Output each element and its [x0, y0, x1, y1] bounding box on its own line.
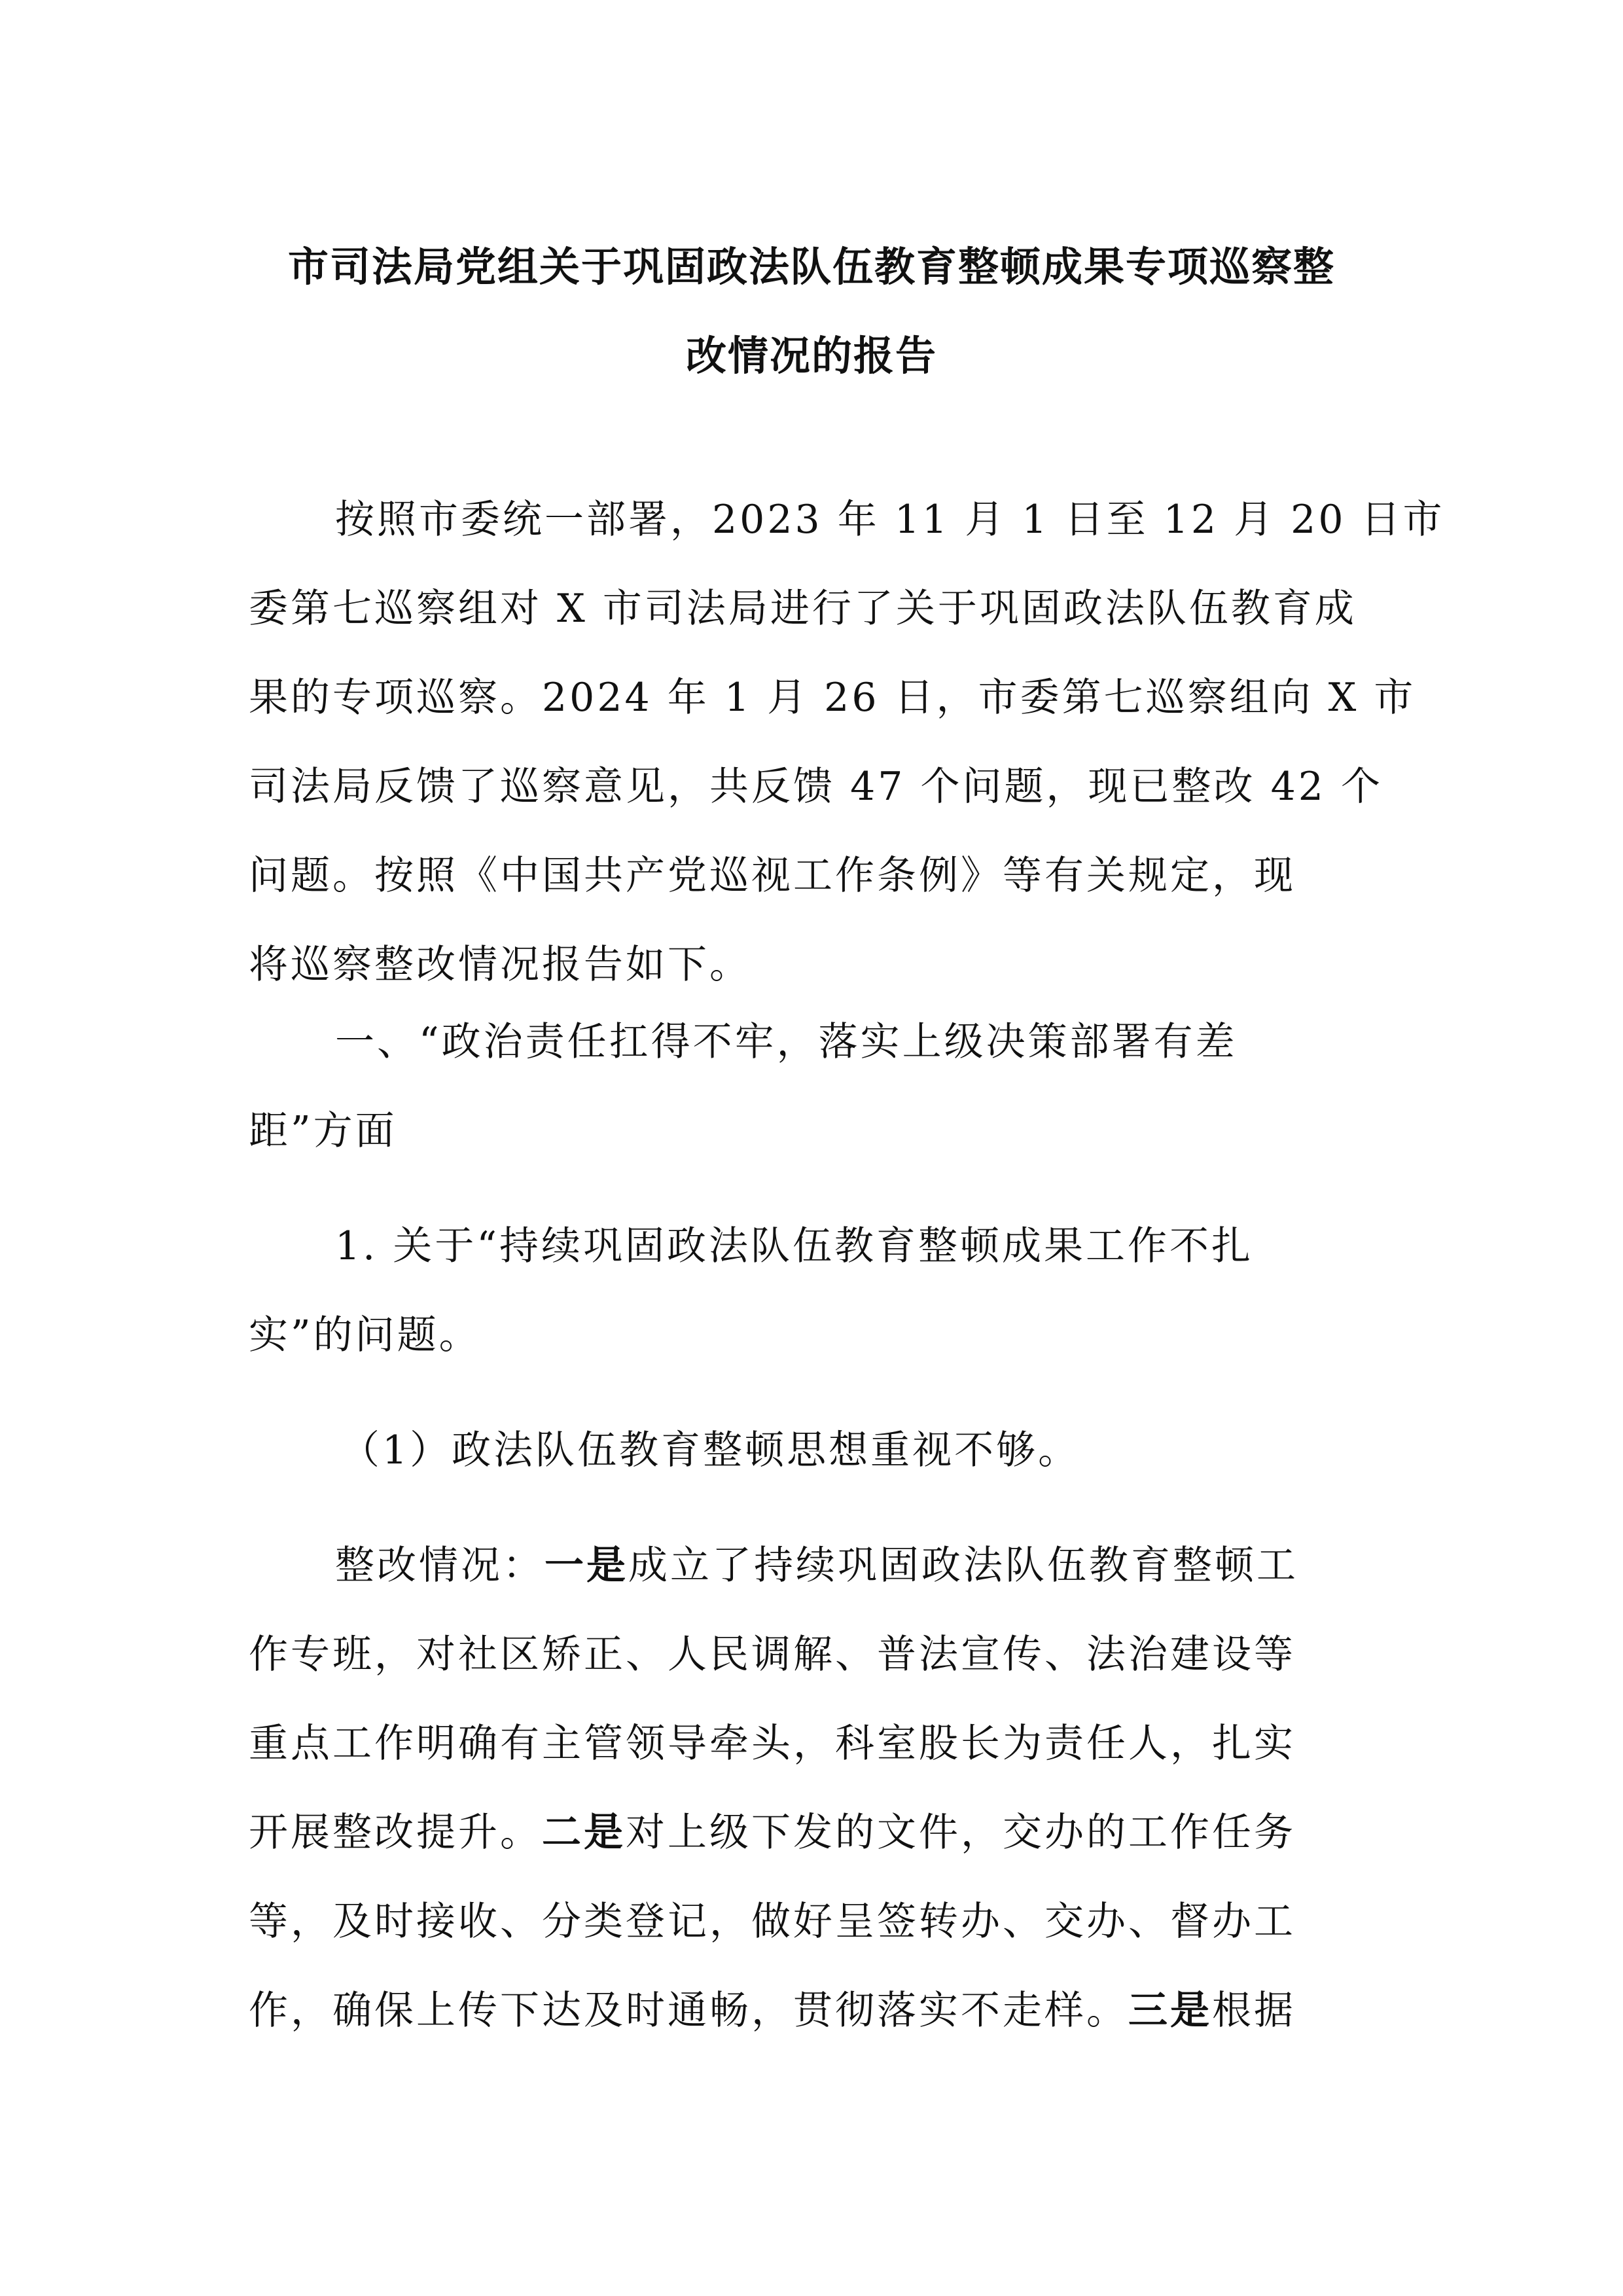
body-text: 对上级下发的文件，交办的工作任务: [626, 1810, 1296, 1856]
intro-line: 将巡察整改情况报告如下。: [249, 942, 751, 988]
intro-line: 委第七巡察组对 X 市司法局进行了关于巩固政法队伍教育成: [249, 586, 1357, 632]
intro-paragraph: [249, 475, 1445, 1009]
body-text: 作，确保上传下达及时通畅，贯彻落实不走样。: [249, 1988, 1128, 2034]
document-title: [249, 223, 1374, 401]
sub-heading-1: [249, 1406, 1374, 1495]
body-text: 根据: [1212, 1988, 1296, 2034]
emphasis-third: 三是: [1128, 1988, 1212, 2034]
rectification-line: [249, 1788, 1374, 1877]
rectification-paragraph: [249, 1521, 1374, 2055]
intro-line: 司法局反馈了巡察意见，共反馈 47 个问题，现已整改 42 个: [249, 764, 1383, 810]
item-heading-line: 1. 关于“持续巩固政法队伍教育整顿成果工作不扎: [335, 1223, 1253, 1269]
label-text: 整改情况：: [335, 1543, 544, 1588]
item-heading-line: 实”的问题。: [249, 1312, 481, 1358]
emphasis-first: 一是: [544, 1543, 628, 1588]
intro-line: 按照市委统一部署，2023 年 11 月 1 日至 12 月 20 日市: [335, 497, 1445, 543]
rectification-line: [249, 1521, 1374, 1610]
item-heading-1: [249, 1202, 1374, 1380]
body-text: 开展整改提升。: [249, 1810, 542, 1856]
body-text: 成立了持续巩固政法队伍教育整顿工: [628, 1543, 1298, 1588]
section-heading-1: [249, 997, 1374, 1175]
rectification-line: [249, 1966, 1374, 2055]
emphasis-second: 二是: [542, 1810, 626, 1856]
section-heading-line: 距”方面: [249, 1108, 397, 1154]
intro-line: 果的专项巡察。2024 年 1 月 26 日，市委第七巡察组向 X 市: [249, 675, 1416, 721]
rectification-line: 作专班，对社区矫正、人民调解、普法宣传、法治建设等: [249, 1632, 1296, 1677]
rectification-line: 重点工作明确有主管领导牵头，科室股长为责任人，扎实: [249, 1721, 1296, 1767]
title-line-2: 改情况的报告: [685, 332, 937, 380]
title-line-1: 市司法局党组关于巩固政法队伍教育整顿成果专项巡察整: [287, 243, 1335, 291]
section-heading-line: 一、“政治责任扛得不牢，落实上级决策部署有差: [335, 1019, 1238, 1065]
intro-line: 问题。按照《中国共产党巡视工作条例》等有关规定，现: [249, 853, 1296, 899]
sub-heading-line: （1）政法队伍教育整顿思想重视不够。: [340, 1427, 1080, 1473]
rectification-line: 等，及时接收、分类登记，做好呈签转办、交办、督办工: [249, 1899, 1296, 1945]
